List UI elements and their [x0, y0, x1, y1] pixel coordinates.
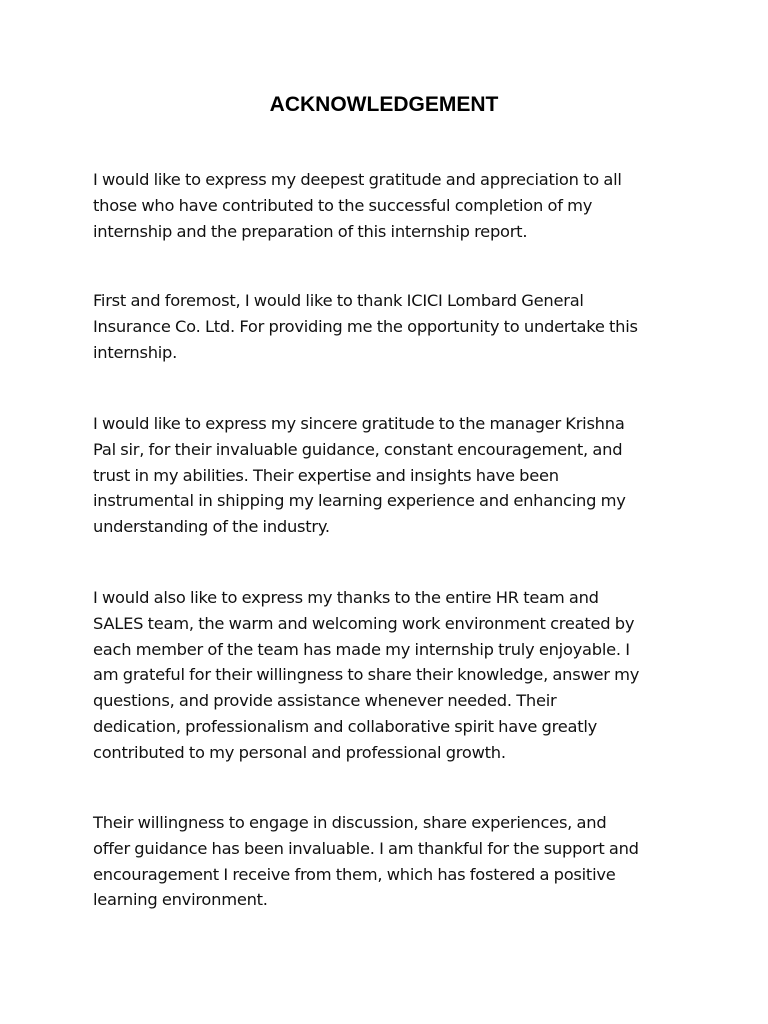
- paragraph-manager-thanks: [93, 411, 679, 540]
- paragraph-line: each member of the team has made my internship truly enjoyable. I: [93, 639, 630, 659]
- paragraph-line: am grateful for their willingness to share their knowledge, answer my: [93, 665, 640, 685]
- paragraph-line: questions, and provide assistance whenever needed. Their: [93, 691, 557, 711]
- paragraph-line: trust in my abilities. Their expertise and insights have been: [93, 465, 559, 485]
- paragraph-line: instrumental in shipping my learning experience and enhancing my: [93, 491, 626, 511]
- paragraph-line: I would like to express my sincere gratitude to the manager Krishna: [93, 414, 625, 433]
- paragraph-line: I would like to express my deepest gratitude and appreciation to all: [93, 170, 622, 189]
- paragraph-line: understanding of the industry.: [93, 517, 330, 537]
- paragraph-gratitude: [93, 167, 679, 244]
- paragraph-line: Pal sir, for their invaluable guidance, constant encouragement, and: [93, 439, 623, 459]
- paragraph-line: SALES team, the warm and welcoming work environment created by: [93, 613, 635, 633]
- paragraph-closing: [93, 810, 679, 913]
- paragraph-line: those who have contributed to the successful completion of my: [93, 195, 593, 215]
- paragraph-line: learning environment.: [93, 890, 268, 910]
- paragraph-line: internship and the preparation of this internship report.: [93, 221, 528, 241]
- paragraph-line: encouragement I receive from them, which has fostered a positive: [93, 864, 616, 884]
- paragraph-line: First and foremost, I would like to thank ICICI Lombard General: [93, 291, 584, 310]
- page-title: ACKNOWLEDGEMENT: [269, 93, 499, 116]
- paragraph-line: dedication, professionalism and collaborative spirit have greatly: [93, 716, 598, 736]
- paragraph-team-thanks: [93, 585, 679, 766]
- paragraph-line: Insurance Co. Ltd. For providing me the opportunity to undertake this: [93, 316, 638, 336]
- paragraph-line: contributed to my personal and professional growth.: [93, 742, 506, 762]
- paragraph-line: offer guidance has been invaluable. I am thankful for the support and: [93, 838, 639, 858]
- paragraph-company-thanks: [93, 288, 679, 365]
- paragraph-line: I would also like to express my thanks to the entire HR team and: [93, 588, 599, 607]
- paragraph-line: Their willingness to engage in discussion, share experiences, and: [93, 813, 607, 832]
- paragraph-line: internship.: [93, 342, 178, 362]
